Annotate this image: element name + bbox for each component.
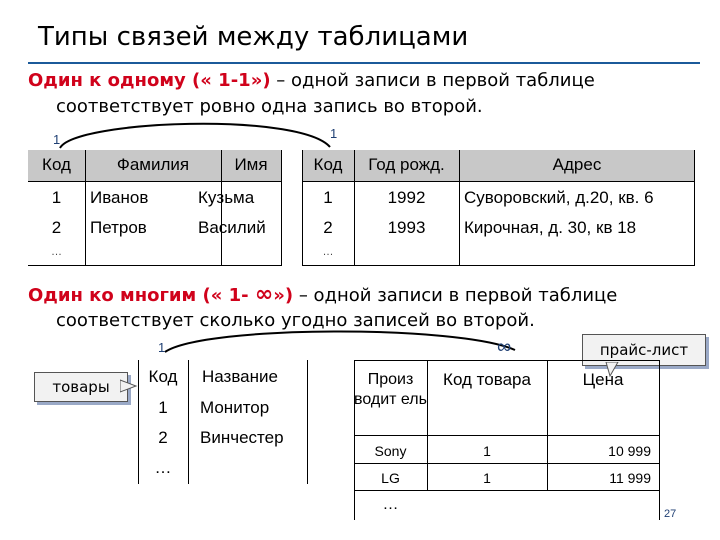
one-to-many-arc [165,331,515,352]
table-cell: 2 [51,218,62,237]
slide-title: Типы связей между таблицами [38,22,469,52]
table-cell-ellipsis: … [51,246,62,258]
table-cell: 1 [323,188,333,207]
price-list-table [354,360,660,520]
col-header-surname: Фамилия [116,155,190,174]
col-header-name: Имя [234,155,268,174]
page-number: 27 [664,508,677,520]
col-header-address: Адрес [552,155,602,174]
table-cell: 1992 [387,188,426,207]
table-cell: Кирочная, д. 30, кв 18 [464,218,637,237]
one-to-many-description [28,282,718,309]
col-header-manufacturer: Произ водит ель [354,371,427,408]
table-cell-ellipsis: … [322,246,334,258]
table-cell: Василий [198,218,266,237]
table-cell: 1 [483,443,491,459]
goods-label: товары [52,378,110,396]
col-header-product-code: Код товара [443,370,531,389]
one-to-one-line2: соответствует ровно одна запись во второй. [56,96,483,117]
one-to-many-left-marker: 1 [158,340,166,355]
table-cell: 1 [158,398,168,417]
one-to-many-line2: соответствует сколько угодно записей во второй. [56,310,535,331]
table-cell-ellipsis: … [154,458,172,477]
col-header-code: Код [313,155,343,174]
col-header-title: Название [202,367,278,386]
table-cell: 1993 [387,218,426,237]
table-cell: Винчестер [200,428,284,447]
table-cell: LG [381,470,400,486]
table-cell: Кузьма [198,188,255,207]
table-cell: Суворовский, д.20, кв. 6 [464,188,654,207]
table-cell-ellipsis: … [382,496,399,513]
goods-table [138,360,308,484]
table-cell: Петров [90,218,147,237]
one-to-many-heading-a: Один ко многим (« 1- [28,285,255,306]
one-to-many-heading-b: ») [273,285,294,306]
addresses-table [302,150,695,266]
one-to-many-right-marker: ∞ [497,336,512,358]
one-to-one-arc [60,124,330,148]
table-cell: Иванов [90,188,149,207]
persons-table [28,150,282,266]
table-cell: 11 999 [609,470,651,486]
price-list-label: прайс-лист [599,341,689,359]
col-header-code: Код [148,367,178,386]
col-header-birth-year: Год рожд. [368,155,445,174]
table-cell: 1 [51,188,62,207]
col-header-code: Код [42,155,71,174]
goods-callout-pointer [120,376,140,396]
infinity-symbol: ∞ [254,282,274,307]
table-cell: 10 999 [608,443,651,459]
table-cell: 1 [483,470,491,486]
one-to-one-heading: Один к одному (« 1-1») [28,70,271,91]
table-cell: Sony [374,443,407,459]
one-to-one-left-marker: 1 [53,132,61,147]
col-header-price: Цена [582,370,624,389]
table-cell: Монитор [200,398,270,417]
table-cell: 2 [323,218,333,237]
one-to-one-text: – одной записи в первой таблице [270,70,595,91]
one-to-many-text: – одной записи в первой таблице [293,285,618,306]
table-cell: 2 [158,428,168,447]
goods-callout [34,372,128,402]
one-to-one-right-marker: 1 [330,126,338,141]
